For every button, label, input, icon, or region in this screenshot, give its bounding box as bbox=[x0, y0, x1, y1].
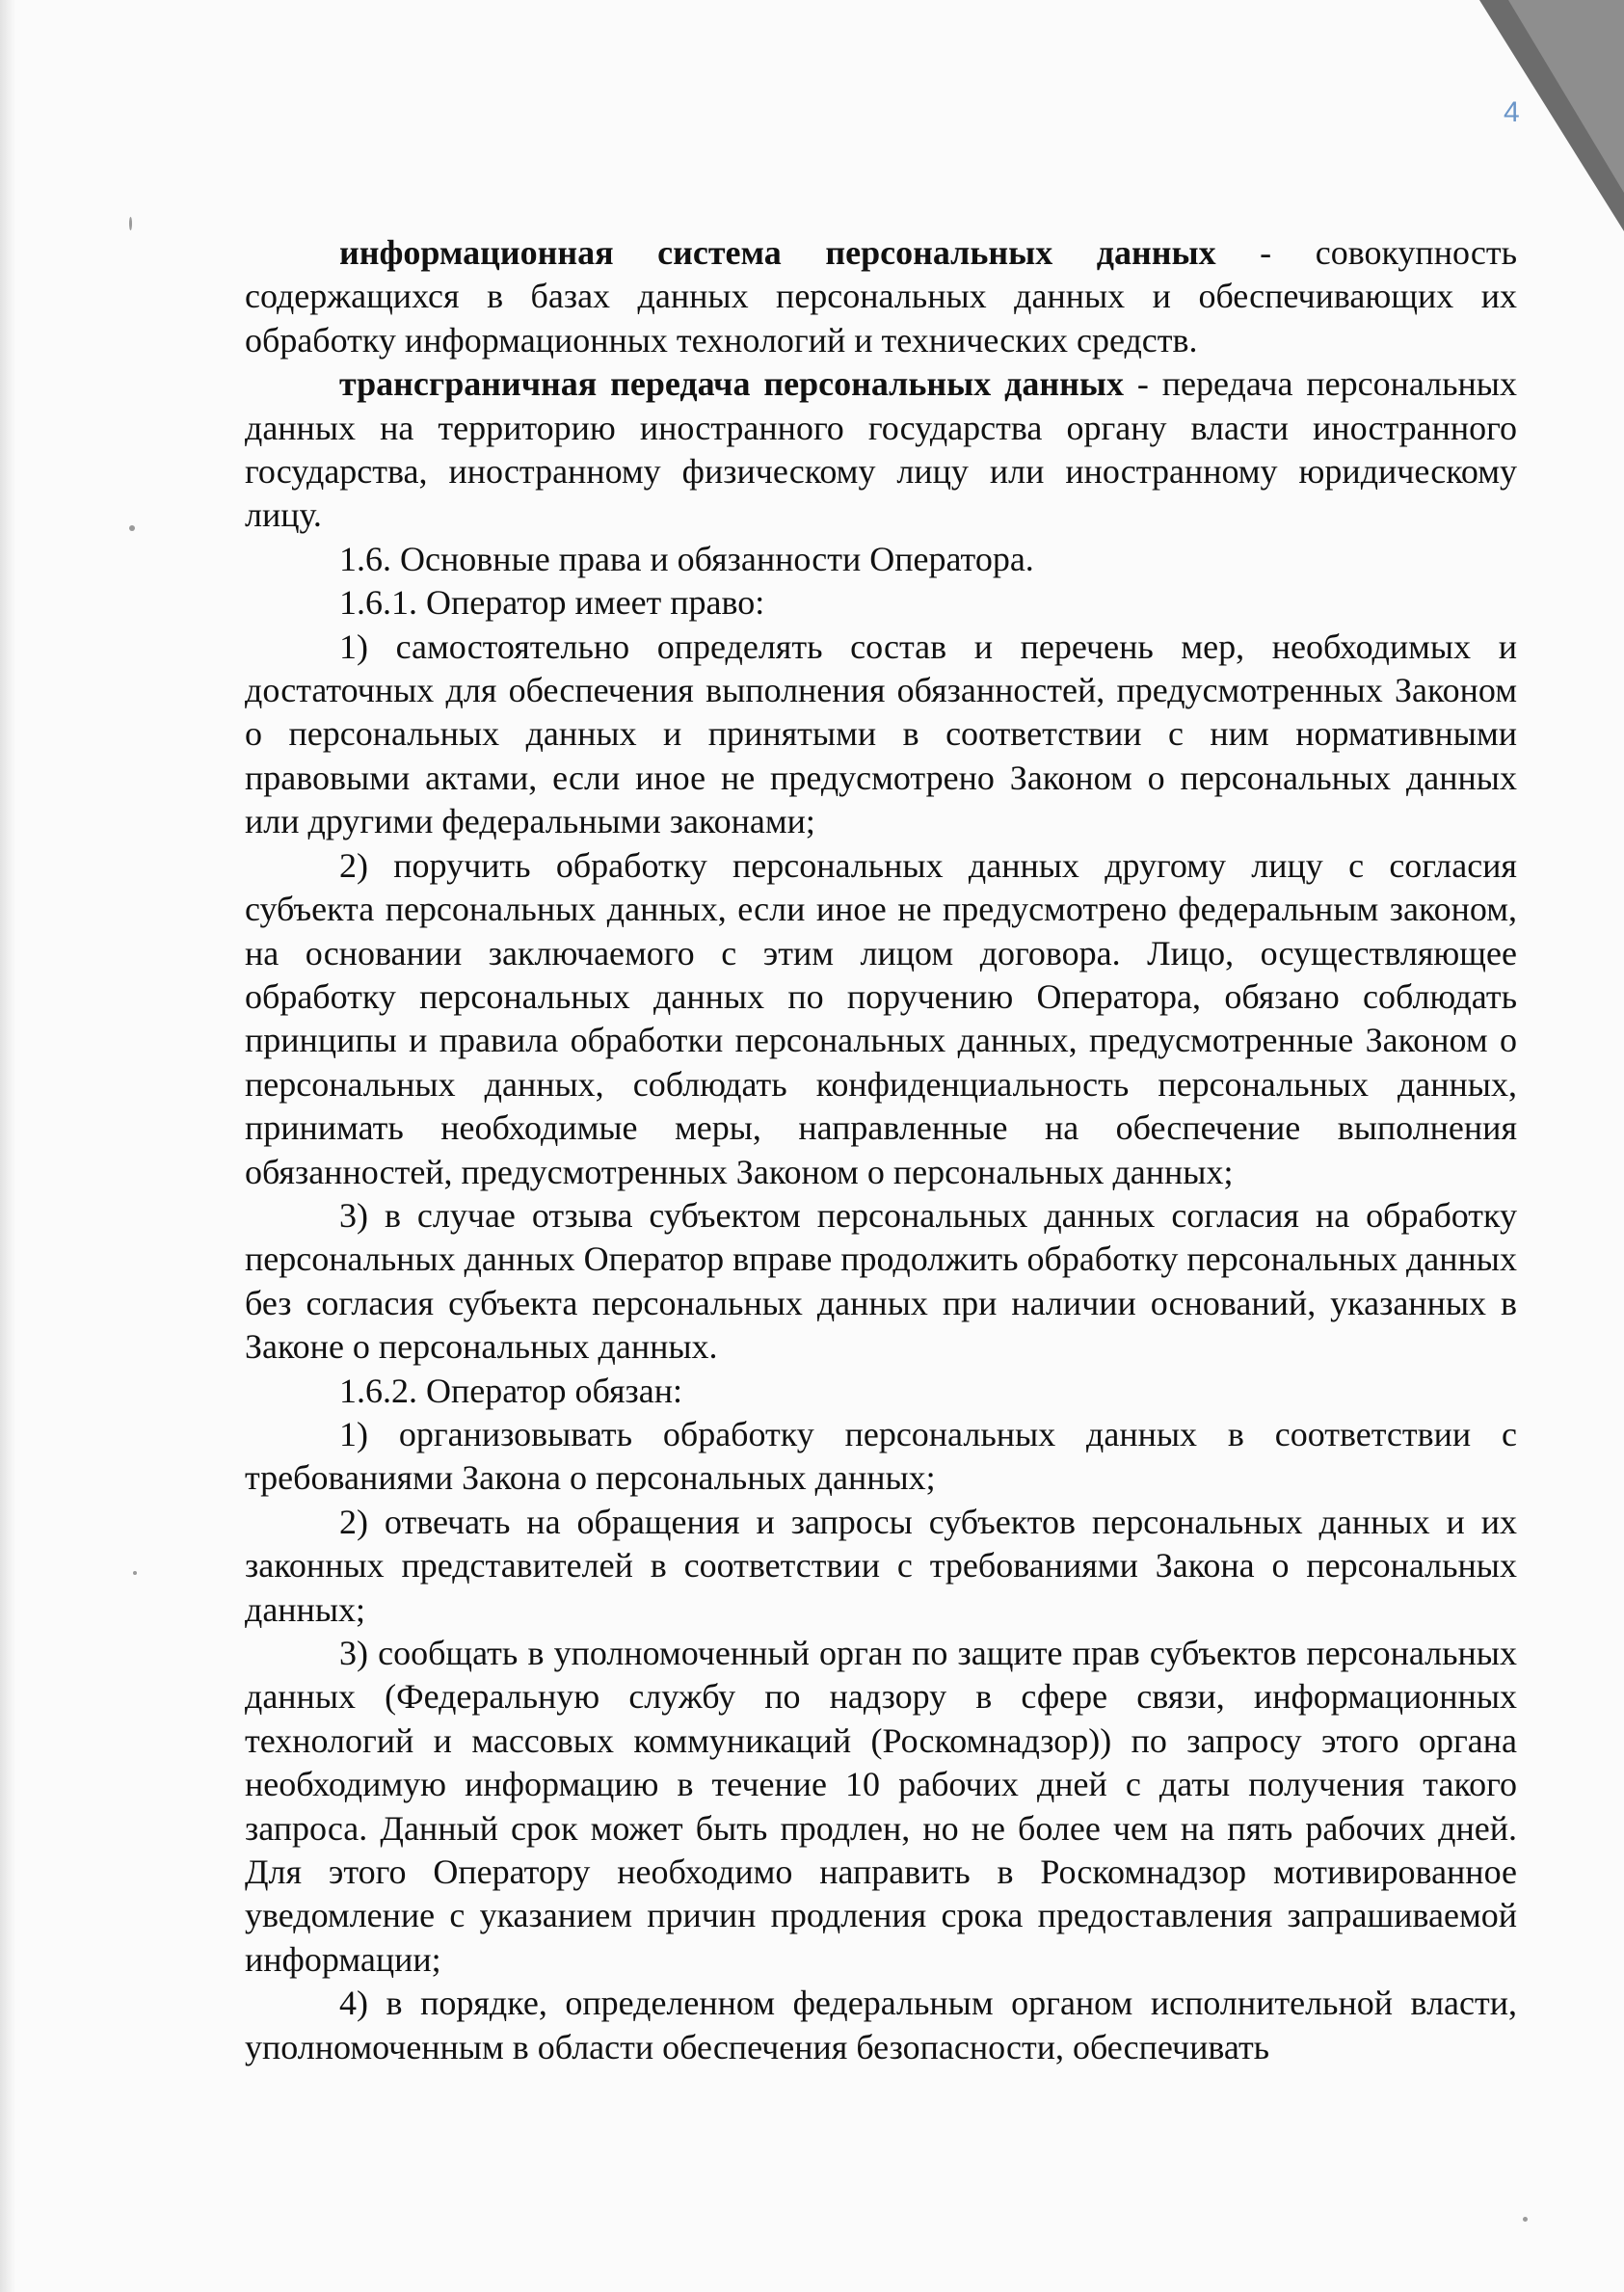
subsection-heading: 1.6.1. Оператор имеет право: bbox=[339, 583, 765, 623]
page-number: 4 bbox=[1504, 96, 1520, 128]
scan-speck bbox=[133, 1571, 137, 1575]
section-heading: 1.6. Основные права и обязанности Оператора. bbox=[339, 539, 1034, 578]
list-item: 3) сообщать в уполномоченный орган по защите прав субъектов персональных данных (Федеральную службу по надзору в сфере связи, информационных технологий и массовых коммуникаций (Роскомнадзор)) по запросу этого органа необходимую информацию в течение 10 рабочих дней с даты получения такого запроса. Данный срок может быть продлен, но не более чем на пять рабочих дней. Для этого Оператору необходимо направить в Роскомнадзор мотивированное уведомление с указанием причин продления срока предоставления запрашиваемой информации; bbox=[245, 1634, 1517, 1979]
defined-term: трансграничная передача персональных данных bbox=[339, 364, 1124, 404]
paragraph bbox=[245, 231, 1517, 362]
list-item: 1) организовывать обработку персональных данных в соответствии с требованиями Закона о персональных данных; bbox=[245, 1414, 1517, 1498]
scan-speck bbox=[129, 525, 135, 531]
list-item: 2) отвечать на обращения и запросы субъектов персональных данных и их законных представителей в соответствии с требованиями Закона о персональных данных; bbox=[245, 1502, 1517, 1629]
scan-speck bbox=[1523, 2217, 1528, 2222]
list-item: 1) самостоятельно определять состав и перечень мер, необходимых и достаточных для обеспечения выполнения обязанностей, предусмотренных Законом о персональных данных и принятыми в соответствии с ним нормативными правовыми актами, если иное не предусмотрено Законом о персональных данных или другими федеральными законами; bbox=[245, 626, 1517, 841]
scan-speck bbox=[129, 217, 132, 230]
list-item: 2) поручить обработку персональных данных другому лицу с согласия субъекта персональных данных, если иное не предусмотрено федеральным законом, на основании заключаемого с этим лицом договора. Лицо, осуществляющее обработку персональных данных по поручению Оператора, обязано соблюдать принципы и правила обработки персональных данных, предусмотренные Законом о персональных данных, соблюдать конфиденциальность персональных данных, принимать необходимые меры, направленные на обеспечение выполнения обязанностей, предусмотренных Законом о персональных данных; bbox=[245, 845, 1517, 1191]
paragraph bbox=[245, 362, 1517, 538]
list-item: 3) в случае отзыва субъектом персональных данных согласия на обработку персональных данных Оператор вправе продолжить обработку персональных данных без согласия субъекта персональных данных при наличии оснований, указанных в Законе о персональных данных. bbox=[245, 1195, 1517, 1367]
defined-term: информационная система персональных данных bbox=[339, 233, 1216, 272]
document-body bbox=[245, 231, 1517, 2069]
folded-corner-shade bbox=[1508, 0, 1624, 193]
subsection-heading: 1.6.2. Оператор обязан: bbox=[339, 1371, 682, 1410]
list-item: 4) в порядке, определенном федеральным органом исполнительной власти, уполномоченным в области обеспечения безопасности, обеспечивать bbox=[245, 1984, 1517, 2066]
paragraph-text: - передача персональных данных на территорию иностранного государства органу власти иностранного государства, иностранному физическому лицу или иностранному юридическому лицу. bbox=[245, 364, 1517, 535]
paragraph-text: - совокупность содержащихся в базах данных персональных данных и обеспечивающих их обработку информационных технологий и технических средств. bbox=[245, 233, 1517, 360]
scan-edge-shadow bbox=[0, 0, 15, 2292]
